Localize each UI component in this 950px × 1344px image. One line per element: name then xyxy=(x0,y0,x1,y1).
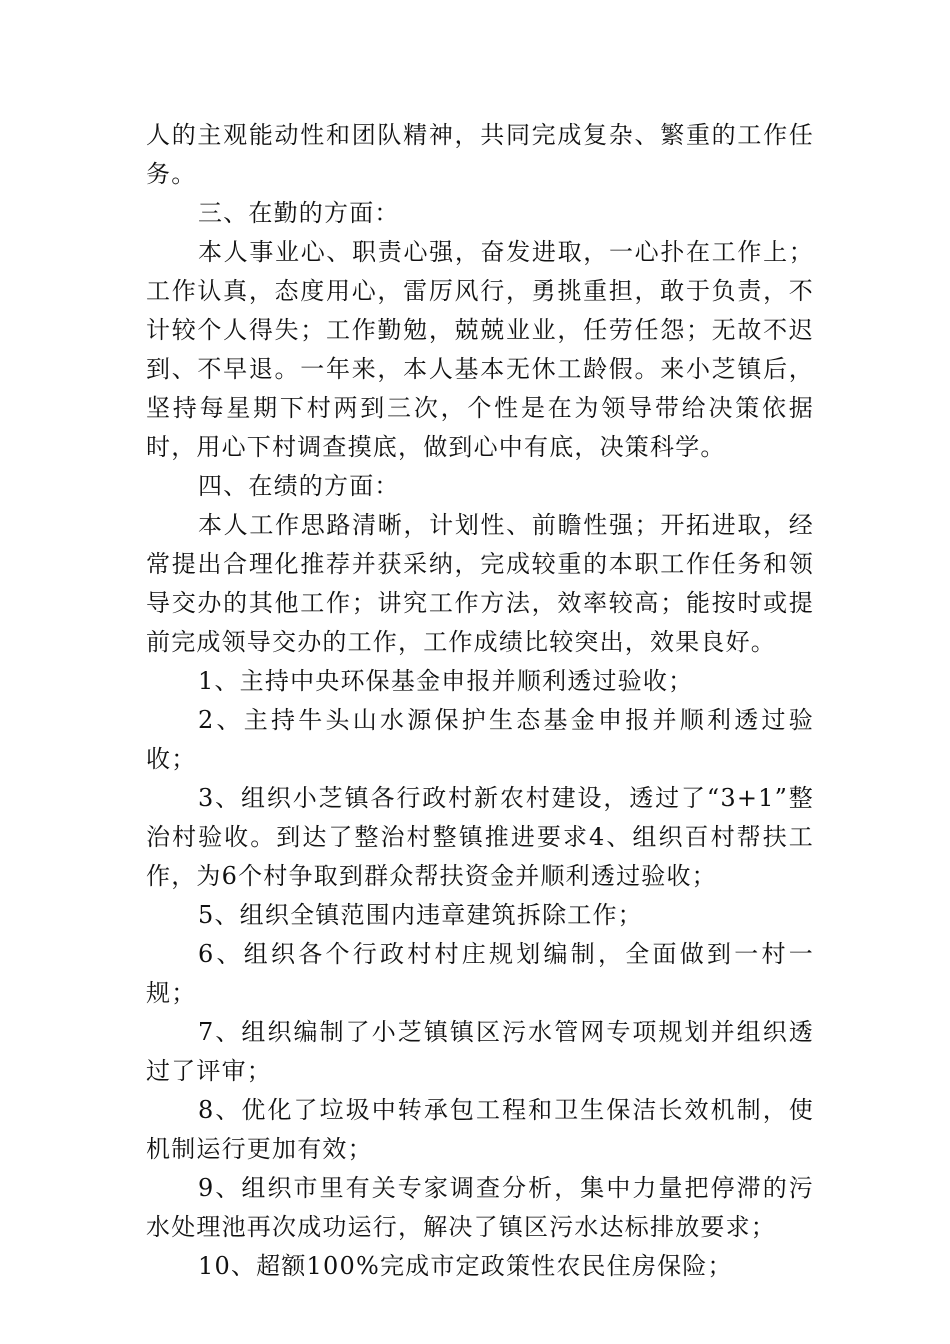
list-item-9: 9、组织市里有关专家调查分析，集中力量把停滞的污水处理池再次成功运行，解决了镇区污水达标排放要求； xyxy=(146,1174,814,1241)
list-item-6: 6、组织各个行政村村庄规划编制，全面做到一村一规； xyxy=(146,940,814,1007)
paragraph-diligence: 本人事业心、职责心强，奋发进取，一心扑在工作上；工作认真，态度用心，雷厉风行，勇挑重担，敢于负责，不计较个人得失；工作勤勉，兢兢业业，任劳任怨；无故不迟到、不早退。一年来，本人基本无休工龄假。来小芝镇后，坚持每星期下村两到三次，个性是在为领导带给决策依据时，用心下村调查摸底，做到心中有底，决策科学。 xyxy=(146,238,814,461)
list-item-10: 10、超额100%完成市定政策性农民住房保险； xyxy=(198,1252,733,1280)
list-item-1: 1、主持中央环保基金申报并顺利透过验收； xyxy=(198,667,694,695)
section-heading-diligence: 三、在勤的方面： xyxy=(198,199,400,227)
list-item-3: 3、组织小芝镇各行政村新农村建设，透过了“3+1”整治村验收。到达了整治村整镇推进要求4、组织百村帮扶工作，为6个村争取到群众帮扶资金并顺利透过验收； xyxy=(146,784,814,890)
document-page xyxy=(146,116,814,1286)
list-item-2: 2、主持牛头山水源保护生态基金申报并顺利透过验收； xyxy=(146,706,814,773)
paragraph-continuation: 人的主观能动性和团队精神，共同完成复杂、繁重的工作任务。 xyxy=(146,121,814,188)
list-item-5: 5、组织全镇范围内违章建筑拆除工作； xyxy=(198,901,643,929)
section-heading-achievements: 四、在绩的方面： xyxy=(198,472,400,500)
list-item-8: 8、优化了垃圾中转承包工程和卫生保洁长效机制，使机制运行更加有效； xyxy=(146,1096,814,1163)
list-item-7: 7、组织编制了小芝镇镇区污水管网专项规划并组织透过了评审； xyxy=(146,1018,814,1085)
paragraph-achievements: 本人工作思路清晰，计划性、前瞻性强；开拓进取，经常提出合理化推荐并获采纳，完成较重的本职工作任务和领导交办的其他工作；讲究工作方法，效率较高；能按时或提前完成领导交办的工作，工作成绩比较突出，效果良好。 xyxy=(146,511,814,656)
